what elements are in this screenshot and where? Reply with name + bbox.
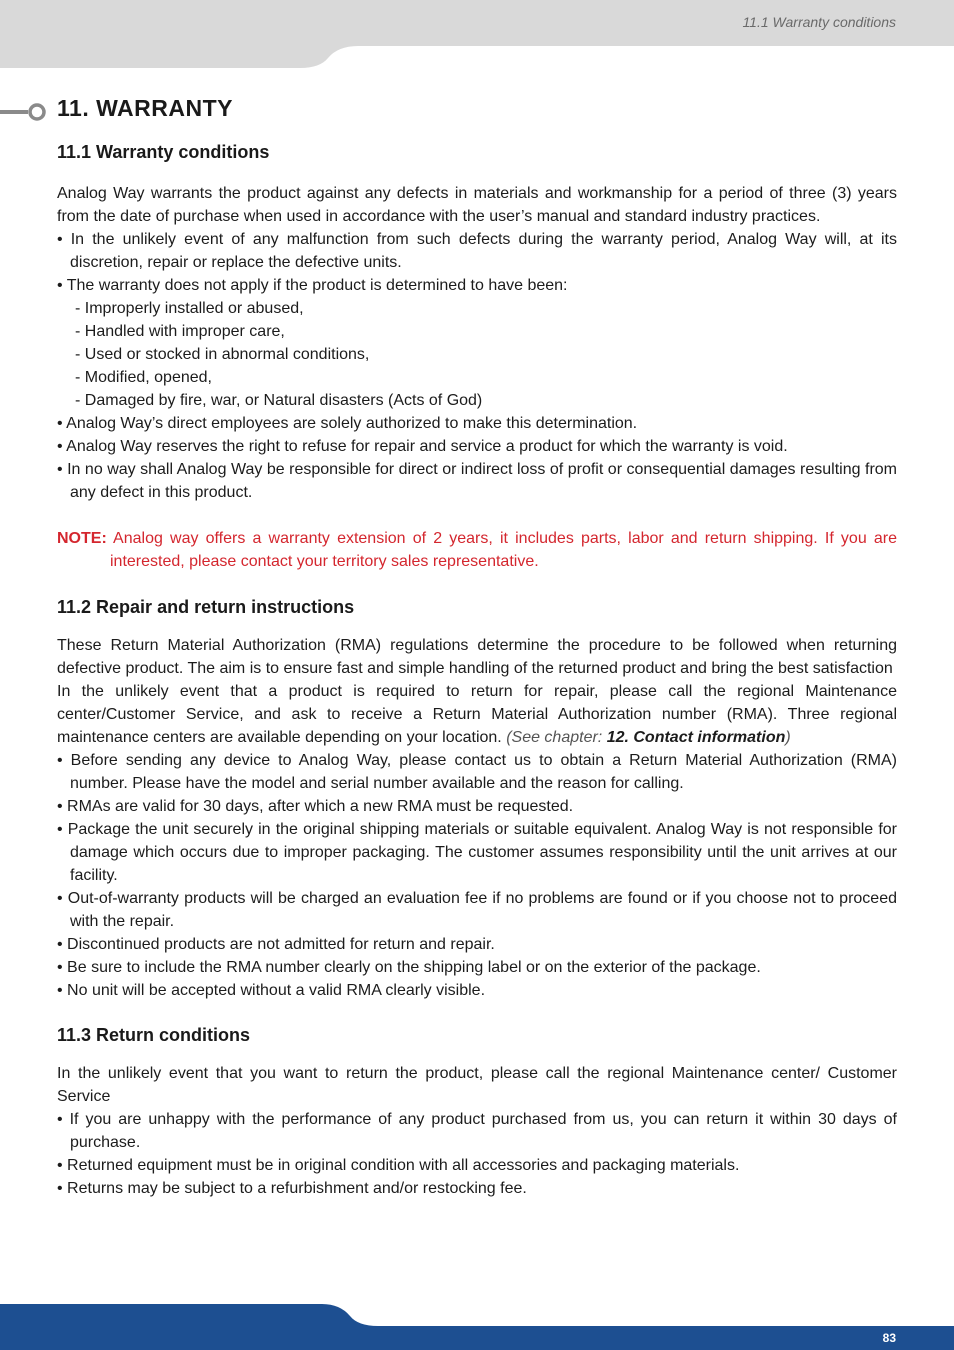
section-title-return-conditions: 11.3 Return conditions	[57, 1025, 251, 1045]
sub-list-item: - Modified, opened,	[75, 369, 212, 386]
sub-list-item: - Damaged by fire, war, or Natural disasters (Acts of God)	[75, 392, 483, 409]
warranty-extension-note	[57, 527, 897, 573]
chapter-reference-suffix: )	[785, 729, 791, 746]
warranty-intro-paragraph: Analog Way warrants the product against any defects in materials and workmanship for a period of three (3) years from the date of purchase when used in accordance with the user’s manual and standard industry practices.	[57, 185, 897, 225]
rma-procedure-text: In the unlikely event that a product is required to return for repair, please call the regional Maintenance center/Customer Service, and ask to receive a Return Material Authorization number (RMA). Three regional maintenance centers are available depending on your location.	[57, 683, 897, 746]
list-item: • Discontinued products are not admitted for return and repair.	[57, 936, 495, 953]
list-item: • Returned equipment must be in original condition with all accessories and packaging materials.	[57, 1157, 740, 1174]
rma-intro-paragraph: These Return Material Authorization (RMA) regulations determine the procedure to be followed when returning defective product. The aim is to ensure fast and simple handling of the returned product and bring the best satisfaction	[57, 637, 897, 677]
chapter-reference-prefix: (See chapter:	[506, 729, 607, 746]
note-label: NOTE:	[57, 530, 107, 547]
sub-list-item: - Improperly installed or abused,	[75, 300, 304, 317]
list-item: • RMAs are valid for 30 days, after which a new RMA must be requested.	[57, 798, 574, 815]
list-item: • Package the unit securely in the original shipping materials or suitable equivalent. Analog Way is not responsible for damage which occurs due to improper packaging. The customer assumes responsibility until the unit arrives at our facility.	[57, 821, 897, 884]
chapter-title: 11. WARRANTY	[57, 95, 233, 121]
rma-procedure-paragraph	[57, 680, 897, 749]
return-intro-paragraph: In the unlikely event that you want to return the product, please call the regional Maintenance center/ Customer Service	[57, 1065, 897, 1105]
sub-list-item: - Handled with improper care,	[75, 323, 285, 340]
page-content	[57, 140, 897, 1200]
note-text: Analog way offers a warranty extension of 2 years, it includes parts, labor and return shipping. If you are interested, please contact your territory sales representative.	[106, 530, 897, 570]
page-number: 83	[882, 1331, 896, 1345]
contact-information-link[interactable]: 12. Contact information	[606, 729, 786, 746]
list-item: • Before sending any device to Analog Way, please contact us to obtain a Return Material Authorization (RMA) number. Please have the model and serial number available and the reason for calling.	[57, 752, 897, 792]
footer-band	[0, 1304, 954, 1350]
chapter-bullet-icon	[0, 98, 50, 126]
list-item: • In no way shall Analog Way be responsible for direct or indirect loss of profit or consequential damages resulting from any defect in this product.	[57, 461, 897, 501]
list-item: • Analog Way reserves the right to refuse for repair and service a product for which the warranty is void.	[57, 438, 788, 455]
list-item: • Out-of-warranty products will be charged an evaluation fee if no problems are found or if you choose not to proceed with the repair.	[57, 890, 897, 930]
section-title-repair-return: 11.2 Repair and return instructions	[57, 597, 355, 617]
sub-list-item: - Used or stocked in abnormal conditions,	[75, 346, 370, 363]
list-item: • Returns may be subject to a refurbishment and/or restocking fee.	[57, 1180, 527, 1197]
header-band	[0, 0, 954, 70]
list-item: • In the unlikely event of any malfunction from such defects during the warranty period, Analog Way will, at its discretion, repair or replace the defective units.	[57, 231, 897, 271]
section-title-warranty-conditions: 11.1 Warranty conditions	[57, 142, 270, 162]
running-header-title: 11.1 Warranty conditions	[742, 14, 896, 30]
list-item: • If you are unhappy with the performance of any product purchased from us, you can return it within 30 days of purchase.	[57, 1111, 897, 1151]
list-item: • No unit will be accepted without a valid RMA clearly visible.	[57, 982, 486, 999]
list-item: • The warranty does not apply if the product is determined to have been:	[57, 277, 568, 294]
list-item: • Analog Way’s direct employees are solely authorized to make this determination.	[57, 415, 638, 432]
list-item: • Be sure to include the RMA number clearly on the shipping label or on the exterior of the package.	[57, 959, 761, 976]
